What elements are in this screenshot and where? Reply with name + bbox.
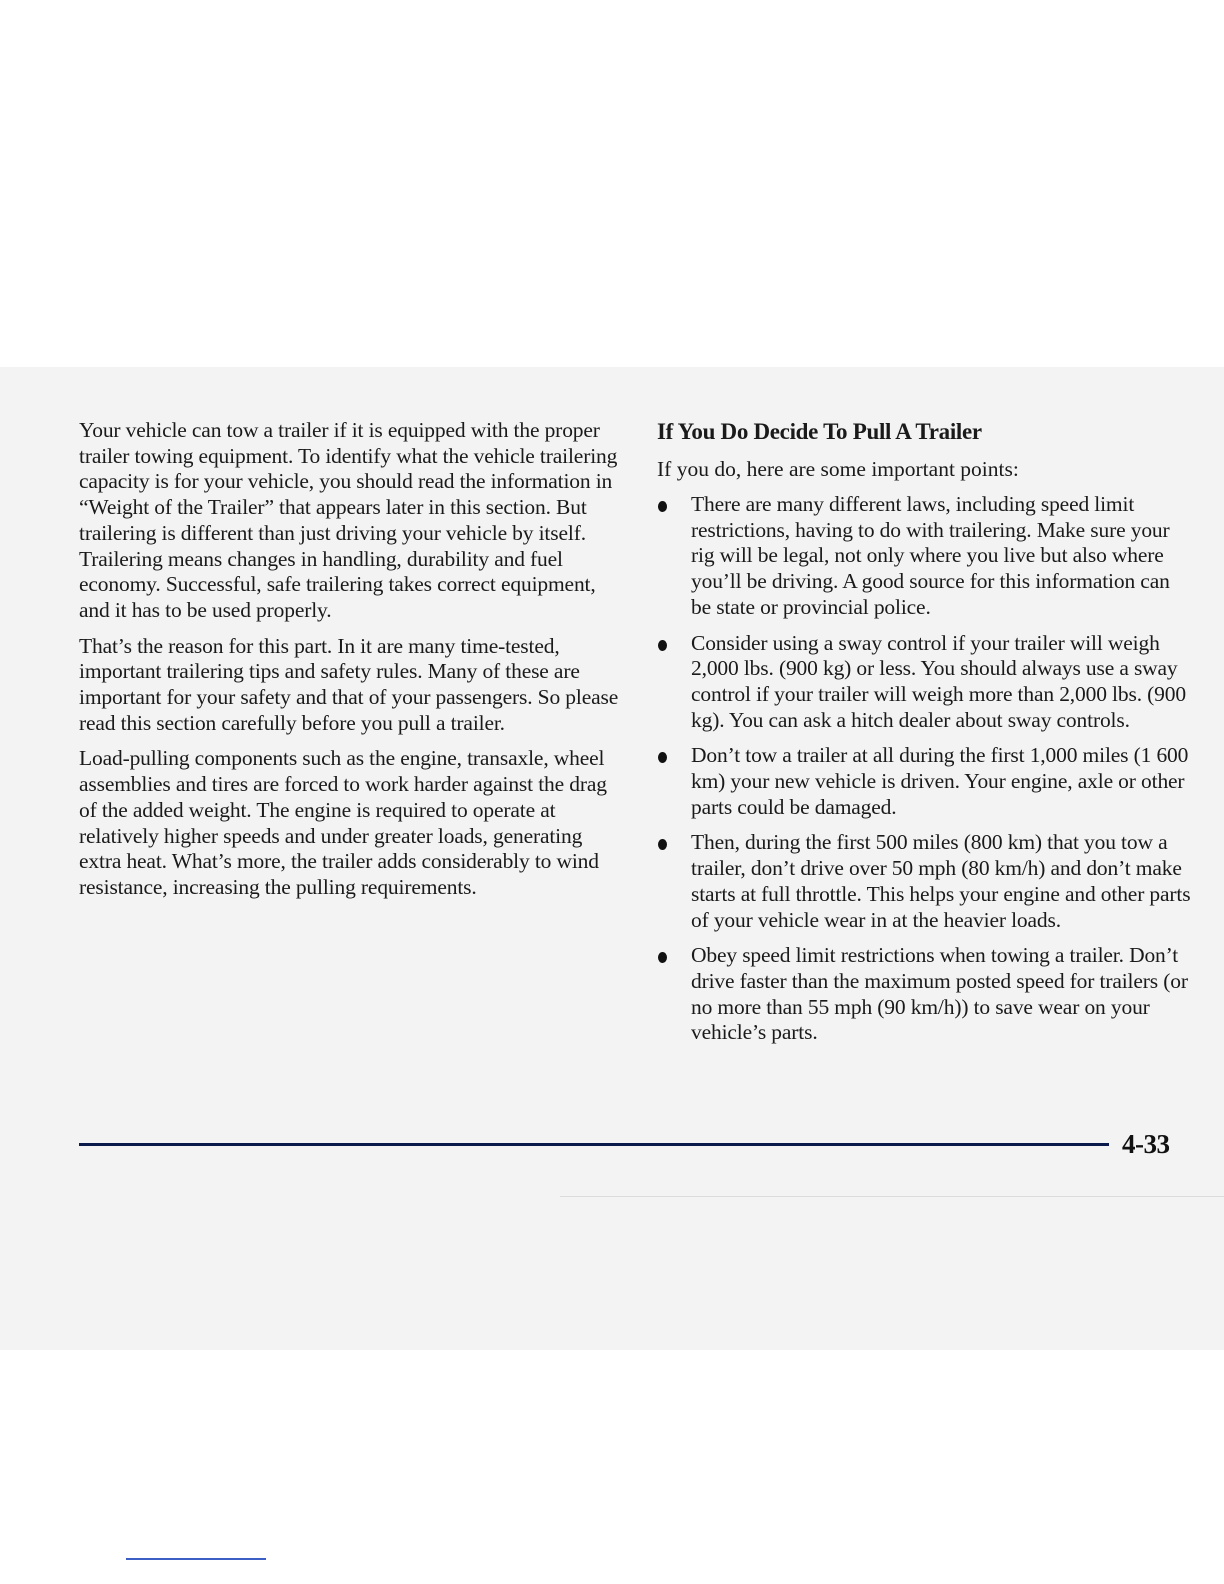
important-points-list xyxy=(657,492,1192,1046)
intro-paragraph: If you do, here are some important points: xyxy=(657,457,1019,481)
list-item xyxy=(657,743,1192,820)
paragraph-towing-capacity: Your vehicle can tow a trailer if it is equipped with the proper trailer towing equipment. To identify what the vehicle trailering capacity is for your vehicle, you should read the information in “Weight of the Trailer” that appears later in this section. But trailering is different than just driving your vehicle by itself. Trailering means changes in handling, durability and fuel economy. Successful, safe trailering takes correct equipment, and it has to be used properly. xyxy=(79,418,618,622)
bullet-icon xyxy=(658,839,667,850)
list-item-text: Don’t tow a trailer at all during the first 1,000 miles (1 600 km) your new vehicle is driven. Your engine, axle or other parts could be damaged. xyxy=(691,743,1189,819)
right-column xyxy=(657,418,1192,1056)
list-item xyxy=(657,631,1192,734)
paragraph-safety-tips: That’s the reason for this part. In it are many time-tested, important trailering tips and safety rules. Many of these are important for your safety and that of your passengers. So please read this section carefully before you pull a trailer. xyxy=(79,633,619,735)
list-item xyxy=(657,492,1192,621)
bottom-mark xyxy=(126,1558,266,1560)
bullet-icon xyxy=(658,640,667,651)
left-column xyxy=(79,418,619,911)
bullet-icon xyxy=(658,501,667,512)
bullet-icon xyxy=(658,952,667,963)
page-number: 4-33 xyxy=(1122,1129,1170,1159)
list-item xyxy=(657,830,1192,933)
section-heading: If You Do Decide To Pull A Trailer xyxy=(657,419,982,444)
paragraph-load-pulling: Load-pulling components such as the engine, transaxle, wheel assemblies and tires are forced to work harder against the drag of the added weight. The engine is required to operate at relatively higher speeds and under greater loads, generating extra heat. What’s more, the trailer adds considerably to wind resistance, increasing the pulling requirements. xyxy=(79,746,607,899)
top-blank-area xyxy=(0,0,1224,367)
faint-divider xyxy=(560,1196,1224,1197)
list-item-text: Then, during the first 500 miles (800 km) that you tow a trailer, don’t drive over 50 mph (80 km/h) and don’t make starts at full throttle. This helps your engine and other parts of your vehicle wear in at the heavier loads. xyxy=(691,830,1191,932)
list-item-text: Consider using a sway control if your trailer will weigh 2,000 lbs. (900 kg) or less. You should always use a sway control if your trailer will weigh more than 2,000 lbs. (900 kg). You can ask a hitch dealer about sway controls. xyxy=(691,630,1186,732)
list-item xyxy=(657,943,1192,1046)
list-item-text: Obey speed limit restrictions when towing a trailer. Don’t drive faster than the maximum posted speed for trailers (or no more than 55 mph (90 km/h)) to save wear on your vehicle’s parts. xyxy=(691,943,1188,1045)
footer-rule xyxy=(79,1143,1109,1146)
list-item-text: There are many different laws, including speed limit restrictions, having to do with trailering. Make sure your rig will be legal, not only where you live but also where you’ll be driving. A good source for this information can be state or provincial police. xyxy=(691,492,1170,619)
bullet-icon xyxy=(658,752,667,763)
